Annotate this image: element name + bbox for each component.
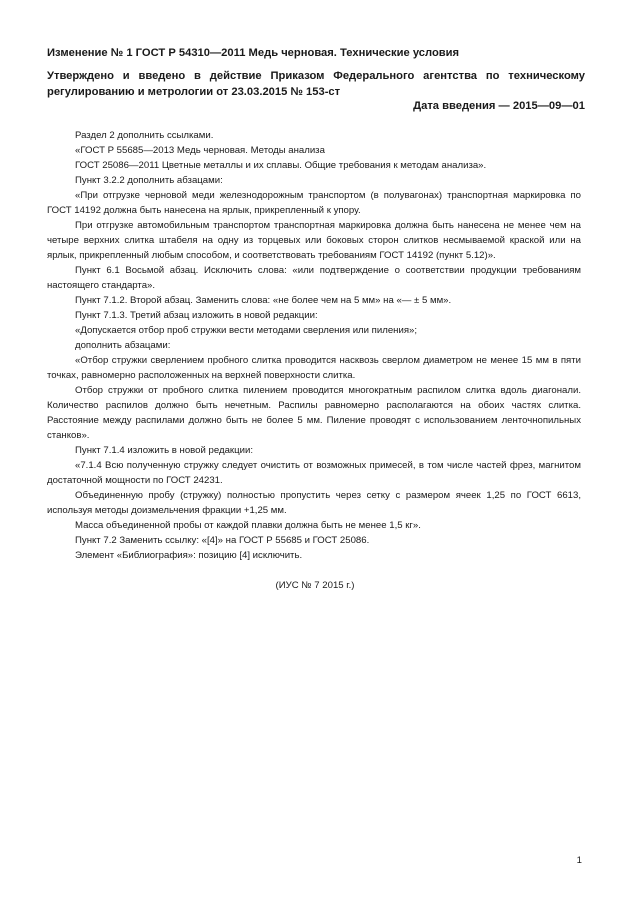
paragraph: Пункт 7.1.3. Третий абзац изложить в новой редакции: [75, 310, 318, 321]
page-number: 1 [576, 855, 582, 866]
paragraph: Пункт 7.1.4 изложить в новой редакции: [75, 445, 253, 456]
paragraph: Пункт 3.2.2 дополнить абзацами: [75, 175, 223, 186]
amendment-title: Изменение № 1 ГОСТ Р 54310—2011 Медь черновая. Технические условия [47, 47, 460, 59]
paragraph: Пункт 7.2 Заменить ссылку: «[4]» на ГОСТ Р 55685 и ГОСТ 25086. [75, 535, 370, 546]
effective-date: Дата введения — 2015—09—01 [413, 100, 585, 112]
paragraph: Отбор стружки от пробного слитка пилением проводится многократным распилом слитка вдоль диагонали. Количество распилов должно быть нечетным. Распилы равномерно располагаются на обоих частях слитка. Расстояние между распилами должно быть не более 5 мм. Пиление проводят с использованием ленточнопильных станков». [47, 385, 581, 441]
paragraph: Пункт 6.1 Восьмой абзац. Исключить слова: «или подтверждение о соответствии продукции требованиям настоящего стандарта». [47, 265, 581, 291]
approval-statement: Утверждено и введено в действие Приказом Федерального агентства по техническому регулированию и метрологии от 23.03.2015 № 153-ст [47, 70, 585, 98]
paragraph: Пункт 7.1.2. Второй абзац. Заменить слова: «не более чем на 5 мм» на «— ± 5 мм». [75, 295, 452, 306]
ius-reference: (ИУС № 7 2015 г.) [275, 580, 355, 591]
paragraph: Объединенную пробу (стружку) полностью пропустить через сетку с размером ячеек 1,25 по ГОСТ 6613, используя методы доизмельчения фракции +1,25 мм. [47, 490, 581, 516]
amendment-body [47, 128, 581, 563]
paragraph: «При отгрузке черновой меди железнодорожным транспортом (в полувагонах) транспортная маркировка по ГОСТ 14192 должна быть нанесена на ярлык, прикрепленный к упору. [47, 190, 581, 216]
paragraph: дополнить абзацами: [75, 340, 171, 351]
paragraph: Элемент «Библиография»: позицию [4] исключить. [75, 550, 303, 561]
paragraph: «Отбор стружки сверлением пробного слитка проводится насквозь сверлом диаметром не менее 15 мм в пяти точках, равномерно расположенных на верхней поверхности слитка. [47, 355, 581, 381]
paragraph: ГОСТ 25086—2011 Цветные металлы и их сплавы. Общие требования к методам анализа». [75, 160, 487, 171]
paragraph: При отгрузке автомобильным транспортом транспортная маркировка должна быть нанесена не менее чем на четыре верхних слитка штабеля на одну из торцевых или боковых сторон слитков несмываемой краской или на ярлык, прикрепленный любым способом, и соответствовать требованиям ГОСТ 14192 (пункт 5.12)». [47, 220, 581, 261]
paragraph: «ГОСТ Р 55685—2013 Медь черновая. Методы анализа [75, 145, 325, 156]
paragraph: «7.1.4 Всю полученную стружку следует очистить от возможных примесей, в том числе частей фрез, магнитом достаточной мощности по ГОСТ 24231. [47, 460, 581, 486]
paragraph: Раздел 2 дополнить ссылками. [75, 130, 214, 141]
paragraph: Масса объединенной пробы от каждой плавки должна быть не менее 1,5 кг». [75, 520, 421, 531]
paragraph: «Допускается отбор проб стружки вести методами сверления или пиления»; [75, 325, 418, 336]
